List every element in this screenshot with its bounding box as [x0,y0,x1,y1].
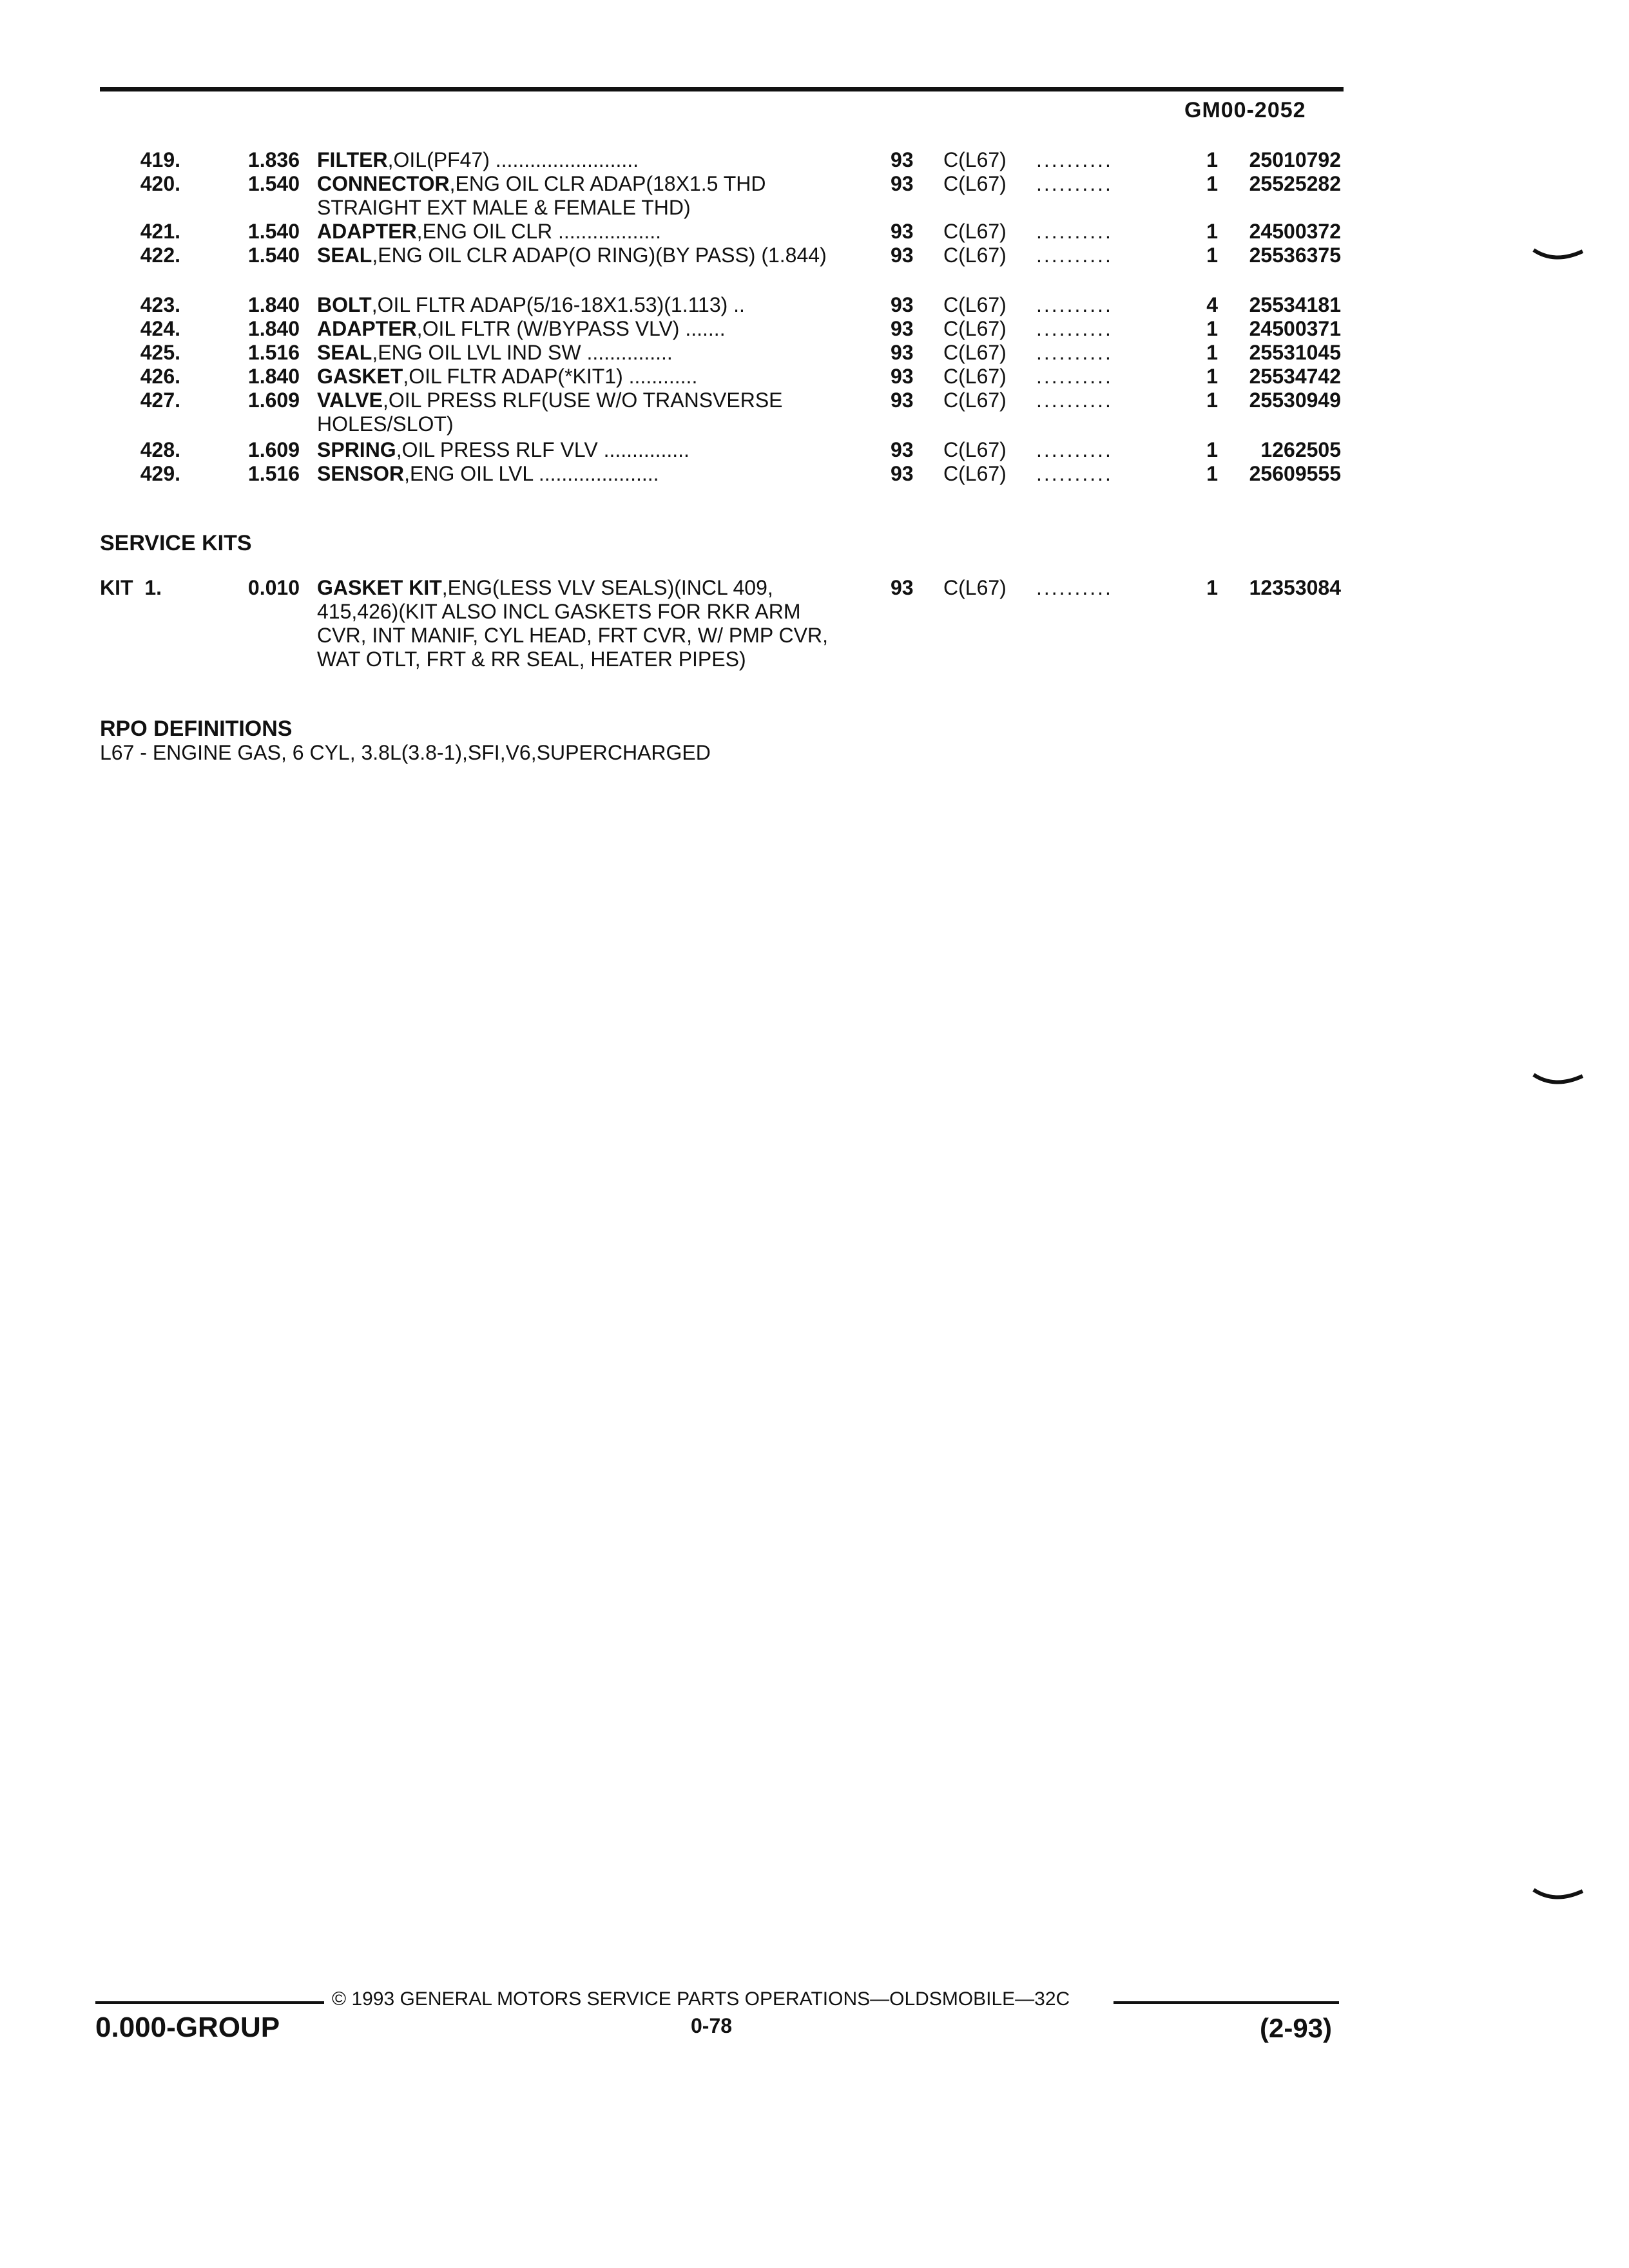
part-detail: ,ENG OIL LVL [404,462,533,485]
footer-group: 0.000-GROUP [95,2012,280,2043]
part-description [317,148,852,172]
part-description [317,172,852,220]
item-number: 427. [140,389,180,412]
model-year: 93 [891,341,914,364]
part-detail: ,ENG OIL LVL IND SW [372,341,581,364]
item-number: 420. [140,172,180,195]
part-name: BOLT [317,293,372,316]
application-code: C(L67) [943,576,1007,599]
model-year: 93 [891,438,914,461]
item-number: 419. [140,148,180,171]
leader-dots: ............ [622,365,698,388]
level-number: 1.516 [247,341,300,364]
model-year: 93 [891,148,914,171]
quantity: 1 [1206,172,1218,195]
quantity: 1 [1206,220,1218,243]
part-name: ADAPTER [317,317,417,340]
part-number: 25534742 [1249,365,1341,388]
quantity: 1 [1206,365,1218,388]
level-number: 1.609 [247,438,300,461]
part-name: SEAL [317,341,372,364]
level-number: 1.609 [247,389,300,412]
item-number: 429. [140,462,180,485]
application-code: C(L67) [943,365,1007,388]
leader-dots: .......... [1036,172,1113,195]
page-number: 0-78 [691,2014,733,2037]
kit-detail: ,ENG(LESS VLV SEALS)(INCL 409, 415,426)(KIT ALSO INCL GASKETS FOR RKR ARM CVR, INT MANIF, CYL HEAD, FRT CVR, W/ PMP CVR, WAT OTLT, FRT & RR SEAL, HEATER PIPES) [317,576,828,671]
service-kits-heading: SERVICE KITS [100,531,252,555]
quantity: 1 [1206,389,1218,412]
leader-dots: .......... [1036,389,1113,412]
part-description [317,365,852,389]
application-code: C(L67) [943,220,1007,243]
leader-dots: .......... [1036,148,1113,171]
quantity: 1 [1206,438,1218,461]
leader-dots: .......... [1036,576,1113,599]
level-number: 0.010 [247,576,300,599]
rpo-definition: L67 - ENGINE GAS, 6 CYL, 3.8L(3.8-1),SFI,V6,SUPERCHARGED [100,741,711,764]
part-detail: ,OIL(PF47) [387,148,490,171]
model-year: 93 [891,365,914,388]
leader-dots: ....... [679,317,726,340]
level-number: 1.540 [247,220,300,243]
part-name: GASKET [317,365,403,388]
quantity: 1 [1206,317,1218,340]
level-number: 1.516 [247,462,300,485]
level-number: 1.840 [247,293,300,316]
application-code: C(L67) [943,172,1007,195]
application-code: C(L67) [943,244,1007,267]
level-number: 1.836 [247,148,300,171]
part-number: 25531045 [1249,341,1341,364]
part-description [317,293,852,317]
leader-dots: .......... [1036,365,1113,388]
rpo-heading: RPO DEFINITIONS [100,716,293,741]
level-number: 1.840 [247,365,300,388]
part-description [317,389,852,436]
application-code: C(L67) [943,462,1007,485]
kit-number: KIT 1. [100,576,162,599]
part-description [317,341,852,365]
part-detail: ,ENG OIL CLR ADAP(O RING)(BY PASS) (1.844) [372,244,827,267]
application-code: C(L67) [943,148,1007,171]
kit-description [317,576,845,671]
footer-rule-left [95,2001,324,2004]
footer-copyright: © 1993 GENERAL MOTORS SERVICE PARTS OPERATIONS—OLDSMOBILE—32C [332,1988,1070,2010]
part-number: 12353084 [1249,576,1341,599]
item-number: 425. [140,341,180,364]
application-code: C(L67) [943,293,1007,316]
part-number: 1262505 [1260,438,1341,461]
part-detail: ,ENG OIL CLR ADAP(18X1.5 THD STRAIGHT EXT MALE & FEMALE THD) [317,172,766,219]
application-code: C(L67) [943,317,1007,340]
part-description [317,317,852,341]
doc-code: GM00-2052 [1184,98,1306,122]
part-name: SENSOR [317,462,405,485]
leader-dots: ............... [597,438,689,461]
quantity: 1 [1206,244,1218,267]
binder-mark [1532,1070,1584,1095]
leader-dots: .......... [1036,317,1113,340]
item-number: 421. [140,220,180,243]
part-number: 25530949 [1249,389,1341,412]
part-number: 25525282 [1249,172,1341,195]
model-year: 93 [891,293,914,316]
part-detail: ,ENG OIL CLR [416,220,553,243]
leader-dots: .......... [1036,341,1113,364]
part-name: SPRING [317,438,396,461]
item-number: 424. [140,317,180,340]
model-year: 93 [891,172,914,195]
part-detail: ,OIL FLTR ADAP(*KIT1) [403,365,623,388]
footer-rule-right [1113,2001,1339,2004]
leader-dots: .......... [1036,438,1113,461]
part-description [317,220,852,244]
leader-dots: .......... [1036,462,1113,485]
kit-name: GASKET KIT [317,576,442,599]
part-description [317,244,852,267]
application-code: C(L67) [943,438,1007,461]
part-detail: ,OIL PRESS RLF(USE W/O TRANSVERSE HOLES/SLOT) [317,389,783,436]
leader-dots: .......... [1036,244,1113,267]
part-name: CONNECTOR [317,172,450,195]
binder-mark [1532,1885,1584,1910]
part-number: 25534181 [1249,293,1341,316]
binder-mark [1532,245,1584,271]
leader-dots: ............... [581,341,673,364]
part-number: 25536375 [1249,244,1341,267]
part-detail: ,OIL FLTR ADAP(5/16-18X1.53)(1.113) [371,293,728,316]
part-number: 24500372 [1249,220,1341,243]
item-number: 422. [140,244,180,267]
part-description [317,438,852,462]
quantity: 4 [1206,293,1218,316]
revision-date: (2-93) [1260,2013,1333,2043]
leader-dots: .......... [1036,220,1113,243]
leader-dots: .. [728,293,745,316]
top-rule [100,87,1344,91]
level-number: 1.540 [247,172,300,195]
item-number: 423. [140,293,180,316]
leader-dots: ......................... [489,148,639,171]
part-name: FILTER [317,148,388,171]
part-number: 25609555 [1249,462,1341,485]
application-code: C(L67) [943,341,1007,364]
application-code: C(L67) [943,389,1007,412]
part-name: SEAL [317,244,372,267]
model-year: 93 [891,389,914,412]
part-detail: ,OIL FLTR (W/BYPASS VLV) [416,317,680,340]
leader-dots: .................. [552,220,662,243]
model-year: 93 [891,317,914,340]
part-description [317,462,852,486]
quantity: 1 [1206,462,1218,485]
level-number: 1.540 [247,244,300,267]
model-year: 93 [891,244,914,267]
leader-dots: ..................... [532,462,659,485]
part-number: 25010792 [1249,148,1341,171]
quantity: 1 [1206,341,1218,364]
quantity: 1 [1206,576,1218,599]
model-year: 93 [891,462,914,485]
part-name: VALVE [317,389,383,412]
quantity: 1 [1206,148,1218,171]
part-detail: ,OIL PRESS RLF VLV [396,438,598,461]
item-number: 428. [140,438,180,461]
level-number: 1.840 [247,317,300,340]
item-number: 426. [140,365,180,388]
part-number: 24500371 [1249,317,1341,340]
model-year: 93 [891,220,914,243]
part-name: ADAPTER [317,220,417,243]
leader-dots: .......... [1036,293,1113,316]
model-year: 93 [891,576,914,599]
